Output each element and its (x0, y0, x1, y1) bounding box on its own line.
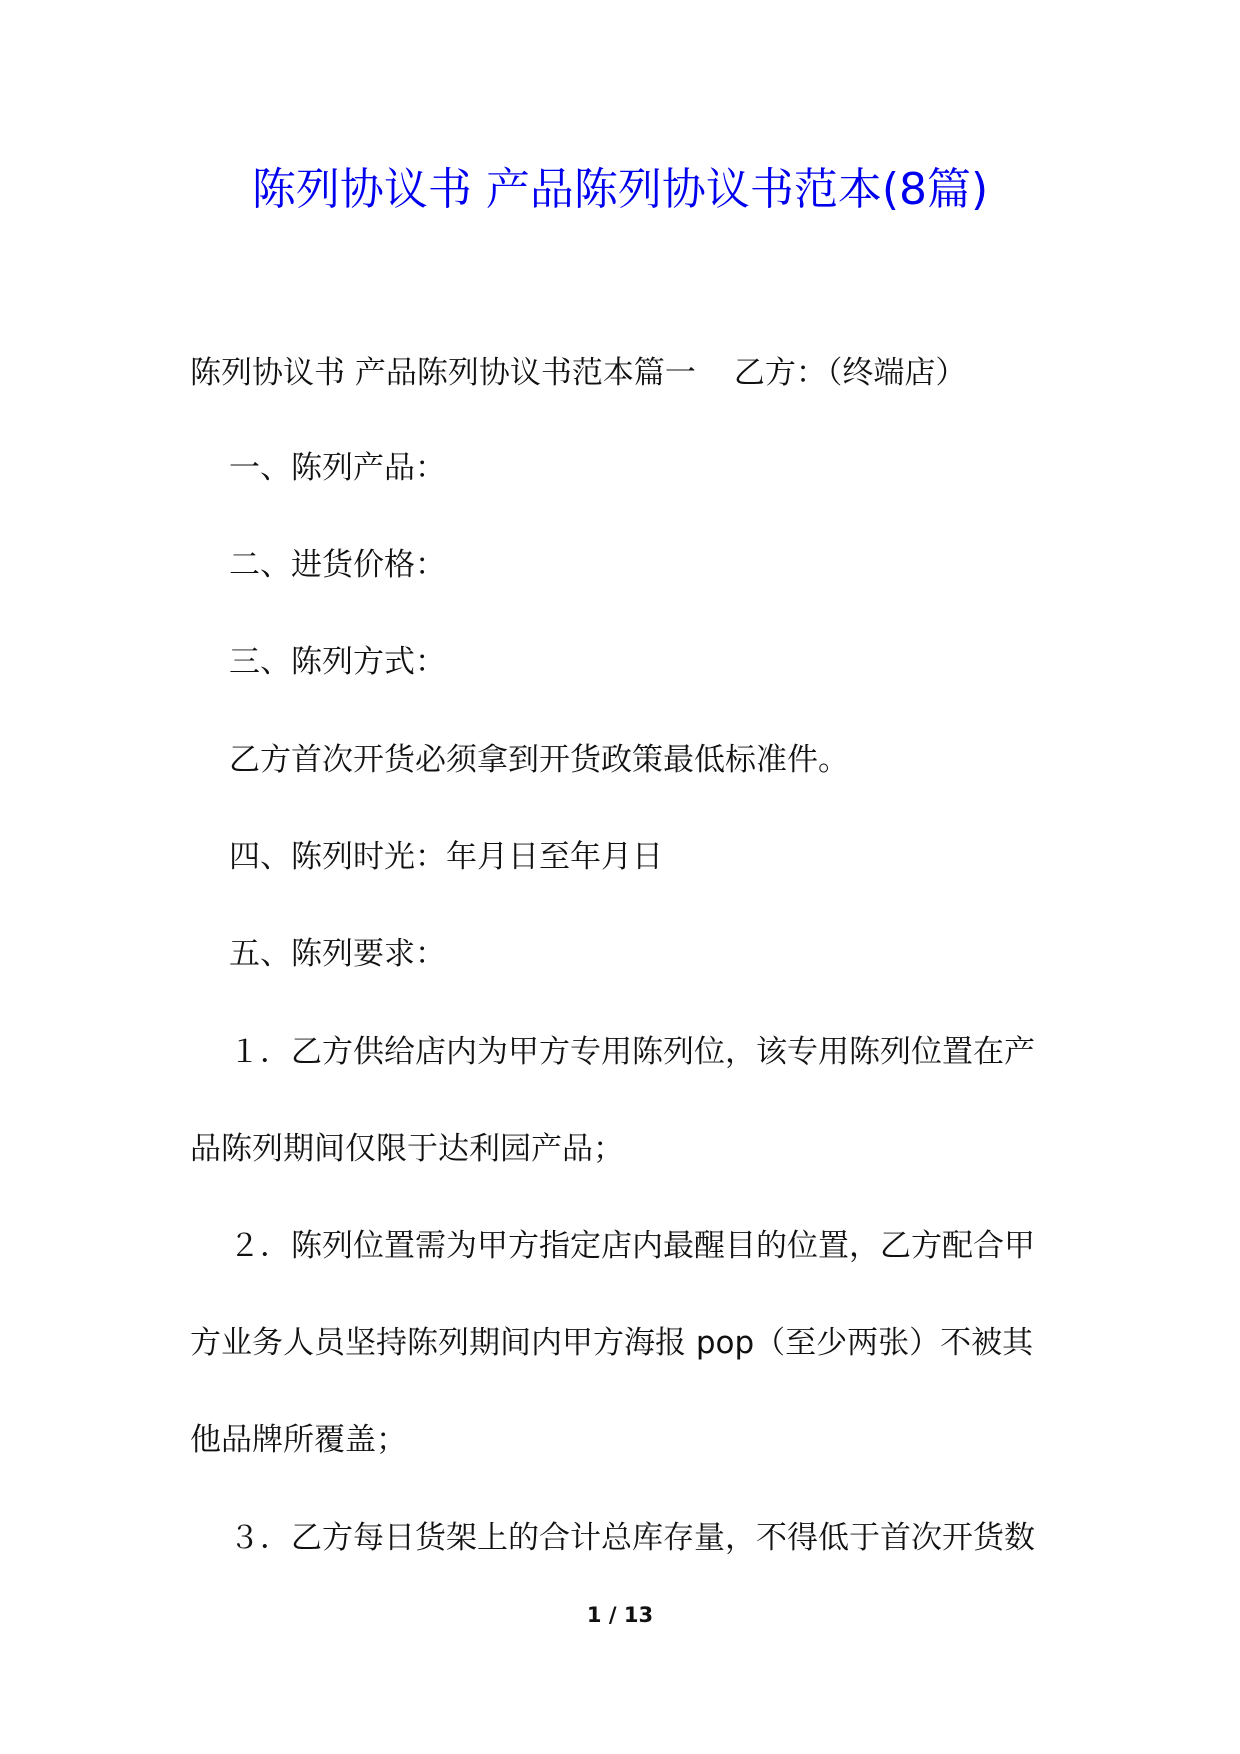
section-method: 三、陈列方式： (229, 644, 446, 680)
section-period: 四、陈列时光：年月日至年月日 (229, 839, 663, 875)
requirement-3-line-1: ３．乙方每日货架上的合计总库存量，不得低于首次开货数 (229, 1520, 1035, 1556)
requirement-1-line-1: １．乙方供给店内为甲方专用陈列位，该专用陈列位置在产 (229, 1034, 1035, 1070)
section-requirements: 五、陈列要求： (229, 936, 446, 972)
requirement-2-line-1: ２．陈列位置需为甲方指定店内最醒目的位置，乙方配合甲 (229, 1228, 1035, 1264)
document-title: 陈列协议书 产品陈列协议书范本(8篇) (251, 164, 989, 215)
intro-heading: 陈列协议书 产品陈列协议书范本篇一 (190, 355, 696, 391)
requirement-2-line-2: 方业务人员坚持陈列期间内甲方海报 pop（至少两张）不被其 (190, 1325, 1034, 1361)
section-products: 一、陈列产品： (229, 450, 446, 486)
paragraph-first-order: 乙方首次开货必须拿到开货政策最低标准件。 (229, 742, 849, 778)
intro-party-b: 乙方：（终端店） (733, 355, 967, 391)
page-indicator: 1 / 13 (586, 1603, 654, 1627)
requirement-2-line-3: 他品牌所覆盖； (190, 1422, 407, 1458)
section-price: 二、进货价格： (229, 547, 446, 583)
requirement-1-line-2: 品陈列期间仅限于达利园产品； (190, 1131, 624, 1167)
intro-line (190, 351, 966, 395)
